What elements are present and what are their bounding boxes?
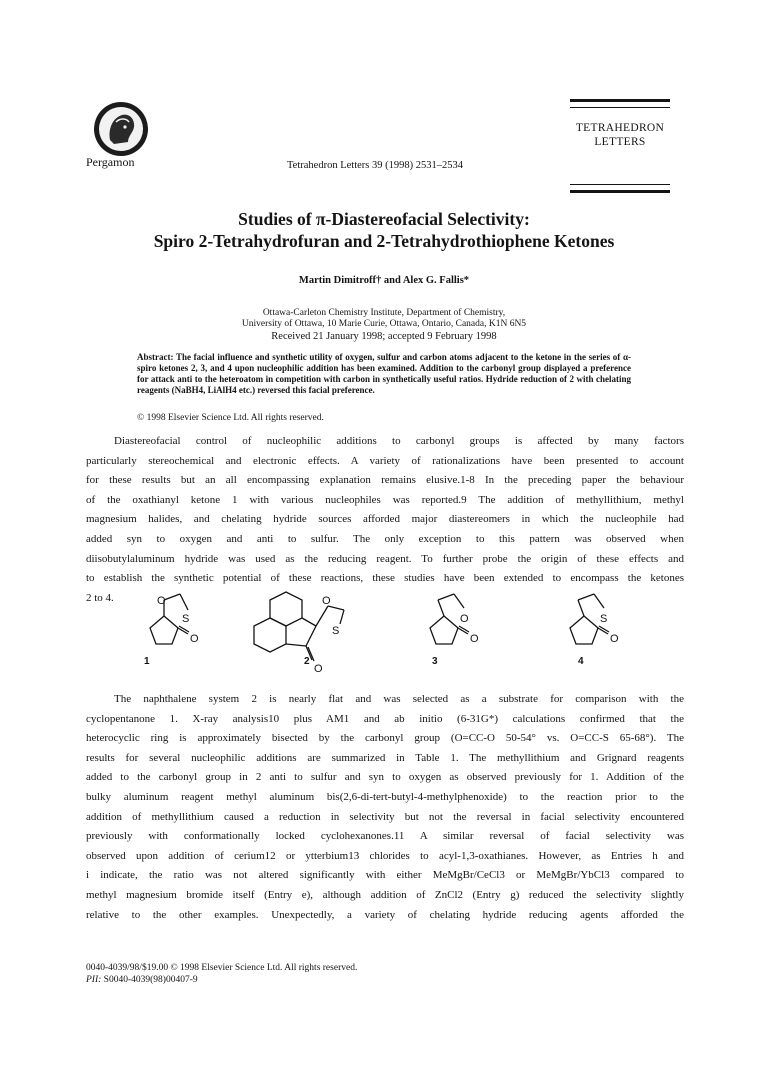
structure-2: [254, 592, 344, 675]
atom-label-sulfur: S: [332, 625, 340, 637]
text-line: cyclopentanone 1. X-ray analysis10 plus AM1 and ab initio (6-31G*) calculations confirmed that the: [86, 712, 684, 725]
compound-label: 3: [432, 656, 438, 667]
text-line: diisobutylaluminum hydride was used as the reducing reagent. To further probe the origin of these effects and: [86, 552, 684, 565]
journal-name-line: TETRAHEDRON: [575, 122, 665, 134]
atom-label-oxygen: O: [190, 633, 199, 645]
footer-issn: 0040-4039/98/$19.00 © 1998 Elsevier Science Ltd. All rights reserved.: [86, 963, 358, 973]
affiliation-line: University of Ottawa, 10 Marie Curie, Ottawa, Ontario, Canada, K1N 6N5: [241, 319, 527, 329]
journal-rule-bottom-thick: [570, 190, 670, 193]
text-line: Diastereofacial control of nucleophilic additions to carbonyl groups is affected by many factors: [114, 435, 684, 447]
text-line: to establish the synthetic potential of these reactions, these studies have been extended to encompass the ketones: [86, 572, 684, 585]
text-line: previously with conformationally locked cyclohexanones.11 A similar reversal of facial selectivity was: [86, 830, 684, 843]
atom-label-sulfur: S: [600, 613, 608, 625]
affiliation-line: Ottawa-Carleton Chemistry Institute, Department of Chemistry,: [262, 308, 506, 318]
text-line: of the oxathianyl ketone 1 with various nucleophiles was reported.9 The addition of methyllithium, methyl: [86, 493, 684, 506]
text-line: results for several nucleophilic additions are summarized in Table 1. The methyllithium and Grignard reagents: [86, 751, 684, 764]
compound-label: 4: [578, 656, 584, 667]
journal-name: [570, 121, 670, 149]
journal-rule-top-thick: [570, 99, 670, 102]
journal-citation: Tetrahedron Letters 39 (1998) 2531–2534: [287, 160, 463, 171]
chemical-structures: [120, 590, 640, 690]
text-line: i indicate, the ratio was not altered significantly with either MeMgBr/CeCl3 or MeMgBr/YbCl3 compared to: [86, 869, 684, 882]
affiliation: [90, 308, 678, 330]
abstract: [137, 352, 631, 396]
atom-label-sulfur: S: [182, 613, 190, 625]
authors: Martin Dimitroff† and Alex G. Fallis*: [298, 275, 470, 286]
text-line: methyl magnesium bromide itself (Entry e), although addition of ZnCl2 (Entry g) reduced the selectivity slightly: [86, 888, 684, 901]
structure-1: [144, 594, 199, 667]
text-line: added syn to oxygen and anti to sulfur. The only exception to this pattern was observed when: [86, 532, 684, 545]
text-line: 2 to 4.: [86, 591, 114, 604]
text-line: relative to the other examples. Unexpectedly, a variety of chelating hydride reducing agents afforded the: [86, 908, 684, 921]
abstract-text: The facial influence and synthetic utility of oxygen, sulfur and carbon atoms adjacent to the ketone in the series of α-spiro ketones 2, 3, and 4 upon nucleophilic addition has been examined. Addition to the carbonyl group displayed a preference for attack anti to the heteroatom in competition with carbon in synthetically useful ratios. Hydride reduction of 2 with chelating reagents (NaBH4, LiAlH4 etc.) reversed this facial preference.: [137, 352, 631, 395]
footer-pii: [86, 974, 357, 986]
title-line: Studies of π-Diastereofacial Selectivity:: [238, 209, 530, 229]
title-line: Spiro 2-Tetrahydrofuran and 2-Tetrahydrothiophene Ketones: [153, 231, 615, 251]
text-line: bulky aluminum reagent methyl aluminum bis(2,6-di-tert-butyl-4-methylphenoxide) to the reaction prior to the: [86, 790, 684, 803]
structure-3: [430, 594, 479, 667]
body-paragraph-1: [86, 432, 684, 608]
text-line: addition of methyllithium caused a reduction in selectivity but not the reversal in facial selectivity encountered: [86, 810, 684, 823]
atom-label-oxygen: O: [460, 613, 469, 625]
text-line: for these results but an all encompassing explanation remains elusive.1-8 In the preceding paper the behaviour: [86, 474, 684, 487]
atom-label-oxygen: O: [610, 633, 619, 645]
compound-label: 2: [304, 656, 310, 667]
footer: [86, 962, 357, 986]
journal-rule-bottom-thin: [570, 184, 670, 185]
body-paragraph-2: [86, 690, 684, 925]
publisher-name: Pergamon: [86, 155, 135, 169]
text-line: observed upon addition of cerium12 or ytterbium13 chlorides to acyl-1,3-oxathianes. However, as Entries h and: [86, 849, 684, 862]
pii-value: S0040-4039(98)00407-9: [103, 975, 198, 985]
compound-label: 1: [144, 656, 150, 667]
text-line: magnesium halides, and chelating hydride sources afforded major diastereomers in which the nucleophile had: [86, 513, 684, 526]
text-line: heterocyclic ring is approximately bisected by the carbonyl group (O=CC-O 50-54° vs. O=CC-S 65-68°). The: [86, 732, 684, 745]
copyright: © 1998 Elsevier Science Ltd. All rights reserved.: [137, 413, 324, 423]
publisher-logo-icon: [92, 100, 150, 158]
atom-label-oxygen: O: [470, 633, 479, 645]
article-title: [90, 208, 678, 252]
text-line: particularly stereochemical and electronic effects. A variety of rationalizations have been presented to account: [86, 454, 684, 467]
text-line: added to the carbonyl group in 2 anti to sulfur and syn to oxygen as observed previously for 1. Addition of the: [86, 771, 684, 784]
journal-name-line: LETTERS: [594, 136, 646, 148]
atom-label-oxygen: O: [157, 595, 166, 607]
received-dates: Received 21 January 1998; accepted 9 February 1998: [271, 331, 497, 342]
atom-label-oxygen: O: [322, 595, 331, 607]
structure-4: [570, 594, 619, 667]
pii-label: PII:: [86, 975, 102, 985]
abstract-label: Abstract:: [137, 352, 174, 362]
text-line: The naphthalene system 2 is nearly flat and was selected as a substrate for comparison with the: [114, 693, 684, 705]
atom-label-oxygen: O: [314, 663, 323, 675]
journal-rule-top-thin: [570, 107, 670, 108]
